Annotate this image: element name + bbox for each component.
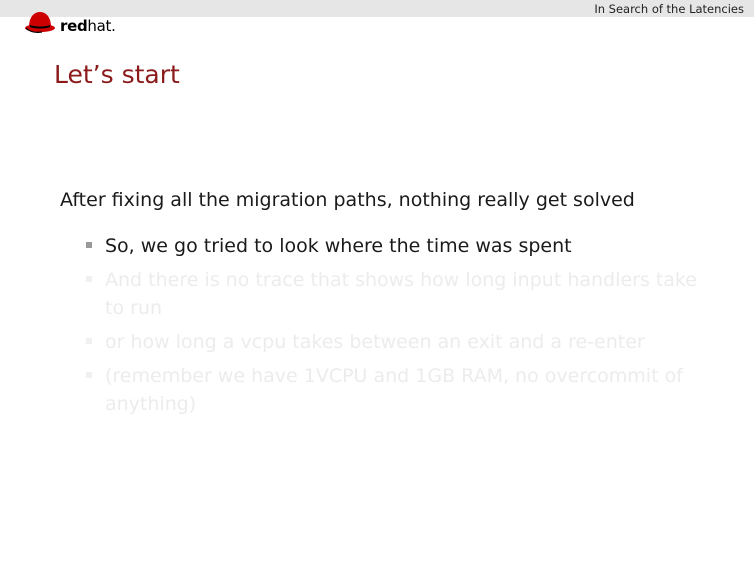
bullet-item [86, 266, 706, 322]
slide-title: Let’s start [54, 60, 180, 89]
square-bullet-icon [86, 276, 92, 282]
redhat-hat-icon [24, 9, 58, 37]
bullet-text: (remember we have 1VCPU and 1GB RAM, no overcommit of anything) [105, 365, 683, 415]
square-bullet-icon [86, 338, 92, 344]
bullet-text: or how long a vcpu takes between an exit and a re-enter [105, 331, 645, 353]
bullet-item [86, 232, 706, 260]
lead-text: After fixing all the migration paths, nothing really get solved [60, 189, 635, 211]
bullet-item [86, 328, 706, 356]
bullet-text: And there is no trace that shows how long input handlers take to run [105, 269, 697, 319]
square-bullet-icon [86, 372, 92, 378]
bullet-item [86, 362, 706, 418]
square-bullet-icon [86, 242, 92, 248]
presentation-title: In Search of the Latencies [594, 2, 744, 16]
redhat-logo [24, 9, 124, 37]
bullet-text: So, we go tried to look where the time was spent [105, 235, 572, 257]
redhat-wordmark: redhat. [60, 17, 116, 35]
bullet-list [86, 232, 706, 424]
